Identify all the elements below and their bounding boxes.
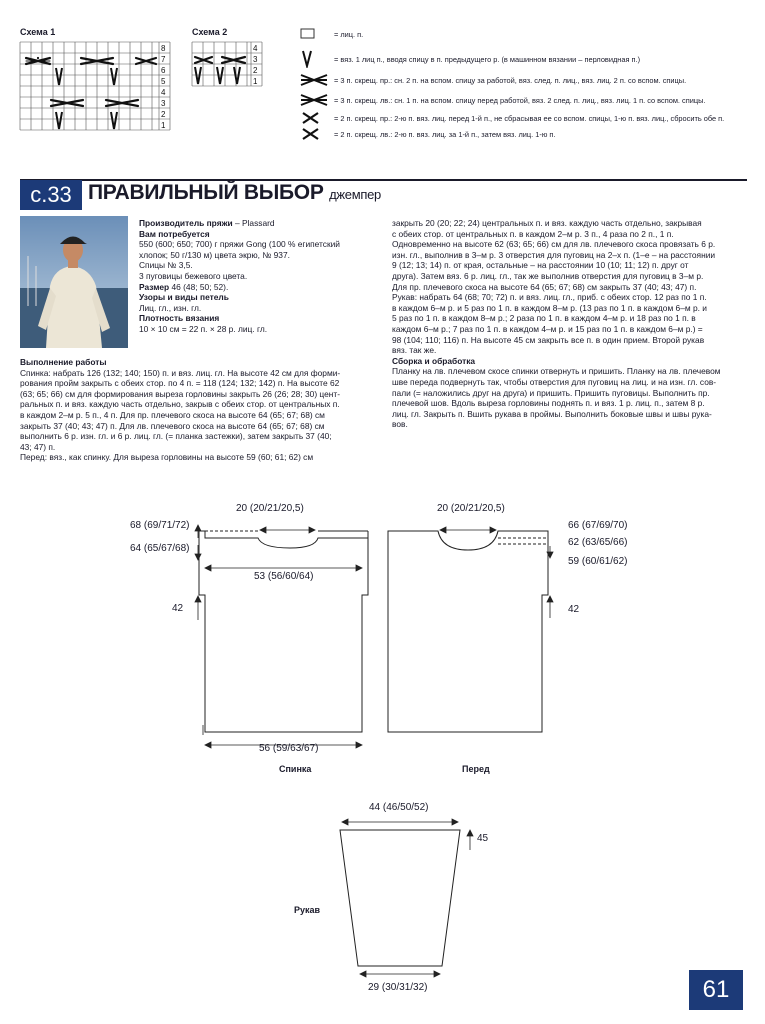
triple-cross-right-icon [300, 73, 330, 87]
back-bottom-width: 56 (59/63/67) [259, 743, 319, 754]
scheme2-title: Схема 2 [192, 27, 228, 37]
work-heading: Выполнение работы [20, 357, 107, 367]
scheme2-grid [190, 40, 270, 92]
back-height-64: 64 (65/67/68) [130, 543, 190, 554]
patterns-label: Узоры и виды петель [139, 292, 229, 303]
empty-square-icon [300, 28, 316, 40]
v-stitch-icon [300, 50, 316, 68]
sleeve-bottom-width: 29 (30/31/32) [368, 982, 428, 993]
front-neck-dim: 20 (20/21/20,5) [437, 503, 505, 514]
model-photo [20, 216, 128, 348]
sleeve-height: 45 [477, 833, 489, 844]
work-block [20, 357, 380, 463]
density-label: Плотность вязания [139, 313, 220, 324]
front-height-66: 66 (67/69/70) [568, 520, 628, 531]
right-column [392, 218, 752, 430]
page-number: 61 [689, 970, 743, 1010]
legend-row [300, 52, 641, 66]
scheme1-row-label: 8 [161, 44, 166, 53]
back-schematic [130, 500, 380, 780]
back-neck-dim: 20 (20/21/20,5) [236, 503, 304, 514]
front-height-42: 42 [568, 604, 580, 615]
legend-text: = лиц. п. [334, 29, 364, 39]
need-text: 550 (600; 650; 700) г пряжи Gong (100 % египетский хлопок; 50 г/130 м) цвета экрю, № 937. Спицы № 3,5. 3 пуговицы бежевого цвета. [139, 239, 340, 281]
legend-row [300, 27, 364, 41]
scheme1-grid [18, 40, 178, 140]
instructions-text: закрыть 20 (20; 22; 24) центральных п. и вяз. каждую часть отдельно, закрывая с обеих стор. от центральных п. в каждом 2–м р. 3 п., 4 раза по 2 п., 1 п. Одновременно на высоте 62 (63; 65; 66) см для лв. плечевого скоса провязать 6 р. изн. гл., выполнив в 3–м р. 3 отверстия для пуговиц на 2–х п. (1–е – на расстоянии 9 (12; 13; 14) п. от края, остальные – на расстоянии 10 (10; 11; 12) п. друг от друга). Затем вяз. 6 р. лиц. гл., так же выполнив отверстия для пуговиц в 3–м р. Для пр. плечевого скоса на высоте 64 (65; 67; 68) см закрыть 37 (40; 43; 47) п. Рукав: набрать 64 (68; 70; 72) п. и вяз. лиц. гл., приб. с обеих стор. 12 раз по 1 п. в каждом 6–м р. и 5 раз по 1 п. в каждом 8–м р. (13 раз по 1 п. в каждом 6–м р. и 5 раз по 1 п. в каждом 8–м р.; 2 раза по 1 п. в каждом 4–м р. и 18 раз по 1 п. в каждом 6–м р.; 7 раз по 1 п. в каждом 4–м р. и 15 раз по 1 п. в каждом 6–м р.) = 98 (104; 110; 116) п. На высоте 45 см закрыть все п. в один прием. Второй рукав вяз. так же. [392, 218, 716, 356]
size-value: 46 (48; 50; 52). [169, 281, 229, 292]
scheme2-row-label: 1 [253, 77, 258, 86]
scheme1-row-label: 1 [161, 121, 166, 130]
legend-text: = 3 п. скрещ. пр.: сн. 2 п. на вспом. спицу за работой, вяз. след. п. лиц., вяз. лиц. 2 п. со вспом. спицы. [334, 75, 687, 85]
maker-label: Производитель пряжи [139, 218, 233, 228]
work-text: Спинка: набрать 126 (132; 140; 150) п. и вяз. лиц. гл. На высоте 42 см для форми- рования пройм закрыть с обеих стор. по 4 п. = 118 (124; 132; 142) п. На высоте 62 (63; 65; 66) см для формирования выреза горловины закрыть 26 (26; 28; 30) цент- ральных п. и вяз. каждую часть отдельно, закрыв с обеих стор. от центральных п. в каждом 2–м р. 5 п., 4 п. Для пр. плечевого скоса на высоте 64 (65; 67; 68) см закрыть 37 (40; 43; 47) п. Для лв. плечевого скоса на высоте 64 (65; 67; 68) см выполнить 6 р. изн. гл. и 6 р. лиц. гл. (= планка застежки), затем закрыть 37 (40; 43; 47) п. Перед: вяз., как спинку. Для выреза горловины на высоте 59 (60; 61; 62) см [20, 367, 341, 463]
scheme2-row-label: 3 [253, 55, 258, 64]
legend-text: = 2 п. скрещ. лв.: 2-ю п. вяз. лиц. за 1-й п., затем вяз. лиц. 1-ю п. [334, 129, 556, 139]
density-value: 10 × 10 см = 22 п. × 28 р. лиц. гл. [139, 323, 268, 334]
sleeve-label: Рукав [294, 905, 321, 915]
size-label: Размер [139, 281, 170, 292]
scheme1-row-label: 6 [161, 66, 166, 75]
legend-row [300, 73, 687, 87]
scheme1-row-label: 2 [161, 110, 166, 119]
scheme1-title: Схема 1 [20, 27, 56, 37]
double-cross-left-icon [300, 127, 322, 141]
legend-text: = 3 п. скрещ. лв.: сн. 1 п. на вспом. спицу перед работой, вяз. 2 след. п. лиц., вяз. лиц. 1 п. со вспом. спицы. [334, 95, 706, 105]
scheme1-row-label: 5 [161, 77, 166, 86]
sleeve-schematic [330, 810, 490, 980]
assembly-text: Планку на лв. плечевом скосе спинки отвернуть и пришить. Планку на лв. плечевом шве переда подвернуть так, чтобы отверстия для пуговиц на лиц. и на изн. гл. сов- пали (= наложились друг на друга) и пришить. Пришить пуговицы. Выполнить пр. плечевой шов. Вдоль выреза горловины поднять п. и вяз. 1 р. лиц. п., затем 8 р. лиц. гл. Закрыть п. Вшить рукава в проймы. Выполнить боковые швы и швы рука- вов. [392, 366, 721, 430]
scheme1-row-label: 3 [161, 99, 166, 108]
legend-row [300, 111, 725, 125]
back-label: Спинка [279, 764, 312, 774]
title-subtitle: джемпер [329, 187, 381, 202]
legend-row [300, 127, 556, 141]
scheme1-row-label: 7 [161, 55, 166, 64]
legend-row [300, 93, 706, 107]
page-title [88, 181, 381, 205]
maker-value: – Plassard [232, 218, 275, 228]
front-height-62: 62 (63/65/66) [568, 537, 628, 548]
sleeve-top-width: 44 (46/50/52) [369, 802, 429, 813]
scheme1-row-label: 4 [161, 88, 166, 97]
legend-text: = 2 п. скрещ. пр.: 2-ю п. вяз. лиц. перед 1-й п., не сбрасывая ее со вспом. спицы, 1-ю п. вяз. лиц., сбросить обе п. [334, 113, 725, 123]
triple-cross-left-icon [300, 93, 330, 107]
need-label: Вам потребуется [139, 228, 210, 239]
scheme2-row-label: 2 [253, 66, 258, 75]
info-block [139, 218, 389, 335]
legend-text: = вяз. 1 лиц п., вводя спицу в п. предыдущего р. (в машинном вязании – перловидная п.) [334, 54, 641, 64]
back-height-42: 42 [172, 603, 184, 614]
pattern-number-badge: с.33 [20, 180, 82, 210]
front-label: Перед [462, 764, 490, 774]
front-height-59: 59 (60/61/62) [568, 556, 628, 567]
back-height-68: 68 (69/71/72) [130, 520, 190, 531]
back-armhole-width: 53 (56/60/64) [254, 571, 314, 582]
double-cross-right-icon [300, 111, 322, 125]
patterns-value: Лиц. гл., изн. гл. [139, 302, 202, 313]
title-main: ПРАВИЛЬНЫЙ ВЫБОР [88, 181, 324, 204]
front-schematic [380, 500, 560, 780]
assembly-heading: Сборка и обработка [392, 355, 476, 366]
scheme2-row-label: 4 [253, 44, 258, 53]
